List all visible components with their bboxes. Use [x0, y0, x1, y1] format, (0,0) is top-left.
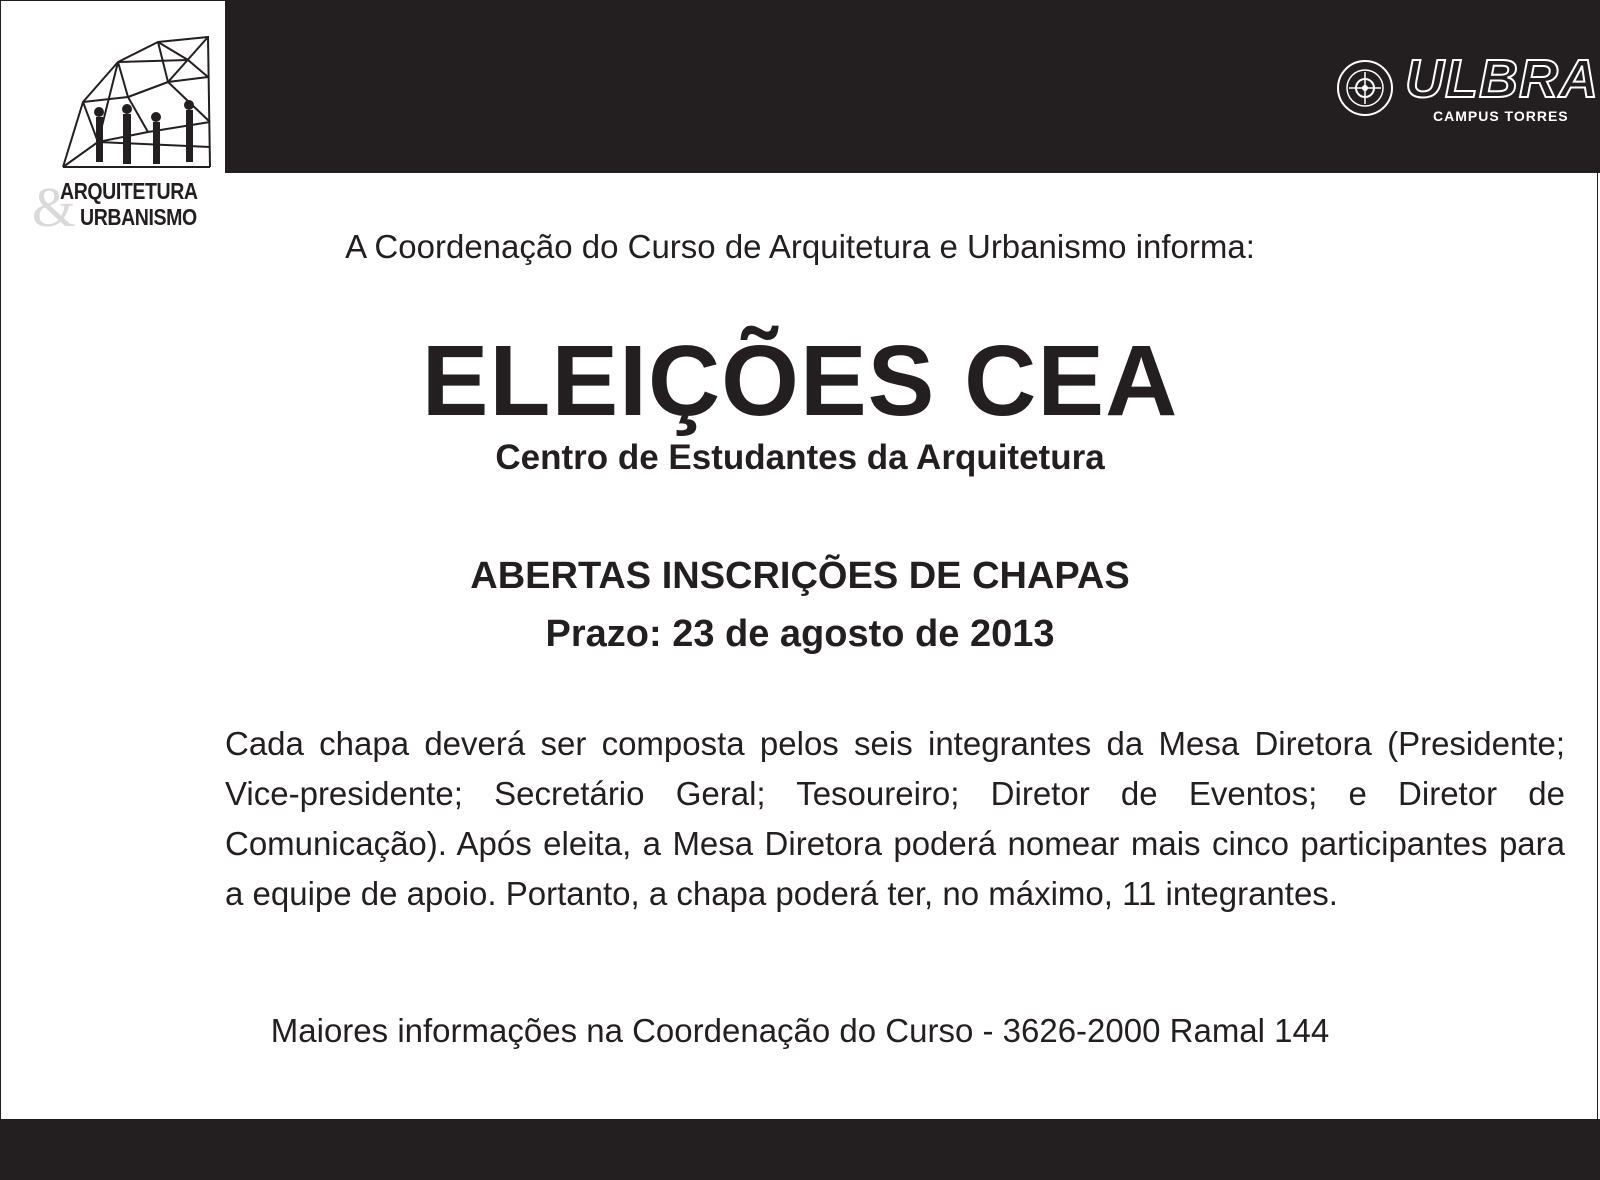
- logo-line-urbanismo: URBANISMO: [80, 204, 197, 230]
- ulbra-wordmark: ULBRA: [1405, 49, 1599, 109]
- geodesic-dome-people-sketch-icon: [58, 22, 218, 172]
- page-subtitle: Centro de Estudantes da Arquitetura: [495, 438, 1105, 477]
- intro-text: A Coordenação do Curso de Arquitetura e Urbanismo informa:: [345, 228, 1255, 265]
- university-seal-icon: [1335, 58, 1395, 118]
- body-paragraph: Cada chapa deverá ser composta pelos seis integrantes da Mesa Diretora (Presidente; Vice-presidente; Secretário Geral; Tesoureiro; Diretor de Eventos; e Diretor de Comunicação). Após eleita, a Mesa Diretora poderá nomear mais cinco participantes para a equipe de apoio. Portanto, a chapa poderá ter, no máximo, 11 integrantes.: [225, 725, 1565, 912]
- ampersand-mark: &: [32, 177, 76, 239]
- logo-line-arquitetura: ARQUITETURA: [60, 178, 198, 204]
- contact-info: Maiores informações na Coordenação do Curso - 3626-2000 Ramal 144: [270, 1012, 1330, 1049]
- deadline-text: Prazo: 23 de agosto de 2013: [545, 613, 1055, 655]
- footer-bar: [0, 1119, 1600, 1180]
- ulbra-logo: [1335, 49, 1599, 132]
- arquitetura-urbanismo-logo: [30, 8, 225, 239]
- announcement-heading: ABERTAS INSCRIÇÕES DE CHAPAS: [470, 555, 1130, 597]
- campus-label: CAMPUS TORRES: [1433, 108, 1569, 124]
- page-title: ELEIÇÕES CEA: [421, 325, 1179, 437]
